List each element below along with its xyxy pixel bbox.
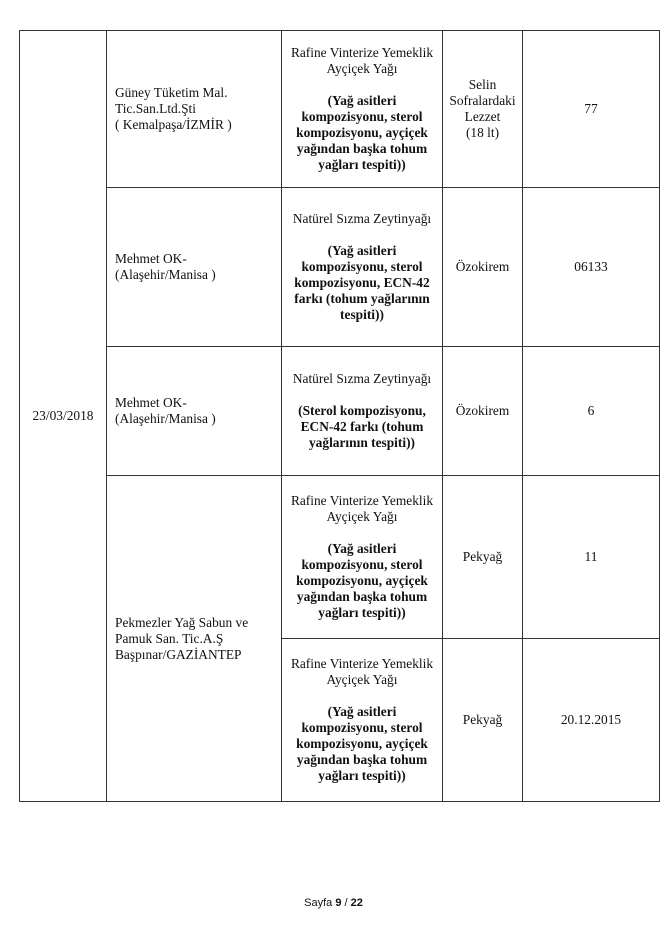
firm-line: Pekmezler Yağ Sabun ve [115, 614, 249, 630]
product-line: Natürel Sızma Zeytinyağı [292, 371, 432, 386]
test-line: kompozisyonu, sterol [301, 109, 423, 124]
results-table [19, 30, 660, 802]
firm-cell [107, 188, 282, 347]
product-cell [282, 476, 443, 639]
test-line: (Yağ asitleri [327, 541, 397, 556]
firm-line: Pamuk San. Tic.A.Ş [115, 630, 224, 646]
product-line: Ayçiçek Yağı [326, 672, 398, 687]
test-line: (Yağ asitleri [327, 93, 397, 108]
brand-cell [443, 31, 523, 188]
product-line: Rafine Vinterize Yemeklik [290, 45, 434, 60]
current-page: 9 [335, 897, 342, 909]
brand-cell [443, 347, 523, 476]
lot-number: 06133 [574, 259, 608, 274]
firm-line: (Alaşehir/Manisa ) [115, 267, 216, 282]
table-row [20, 476, 660, 639]
product-cell [282, 347, 443, 476]
brand-line: Pekyağ [462, 549, 503, 564]
product-name [286, 371, 438, 387]
test-line: kompozisyonu, sterol [301, 557, 423, 572]
firm-line: ( Kemalpaşa/İZMİR ) [115, 117, 232, 132]
date-cell [20, 31, 107, 802]
brand-line: Özokirem [455, 259, 510, 274]
test-line: yağları tespiti)) [318, 157, 406, 172]
firm-line: (Alaşehir/Manisa ) [115, 411, 216, 426]
table-row [20, 188, 660, 347]
brand-line: Pekyağ [462, 712, 503, 727]
firm-line: Mehmet OK- [115, 395, 187, 410]
test-description [286, 704, 438, 784]
total-pages: 22 [350, 897, 363, 909]
lot-cell [523, 476, 660, 639]
brand-line: Sofralardaki [449, 93, 516, 108]
product-name [286, 656, 438, 688]
test-line: farkı (tohum yağlarının [294, 291, 430, 306]
product-name [286, 211, 438, 227]
test-line: kompozisyonu, ayçiçek [296, 573, 428, 588]
test-line: ECN-42 farkı (tohum [300, 419, 424, 434]
lot-cell [523, 347, 660, 476]
test-line: (Sterol kompozisyonu, [298, 403, 426, 418]
lot-number: 20.12.2015 [560, 712, 622, 727]
test-line: kompozisyonu, sterol [301, 720, 423, 735]
brand-cell [443, 639, 523, 802]
table-row [20, 31, 660, 188]
product-cell [282, 31, 443, 188]
table-row [20, 347, 660, 476]
brand-line: Özokirem [455, 403, 510, 418]
product-line: Natürel Sızma Zeytinyağı [292, 211, 432, 226]
test-description [286, 243, 438, 323]
page-separator: / [344, 897, 348, 909]
test-line: kompozisyonu, sterol [301, 259, 423, 274]
brand-line: Selin [468, 77, 497, 92]
lot-number: 77 [584, 101, 598, 116]
test-line: kompozisyonu, ayçiçek [296, 125, 428, 140]
test-line: yağından başka tohum [296, 752, 428, 767]
product-name [286, 493, 438, 525]
product-line: Rafine Vinterize Yemeklik [290, 493, 434, 508]
brand-line: Lezzet [464, 109, 501, 124]
page-label: Sayfa [304, 897, 333, 909]
firm-line: Başpınar/GAZİANTEP [115, 646, 242, 662]
test-line: yağları tespiti)) [318, 605, 406, 620]
lot-cell [523, 639, 660, 802]
test-line: yağlarının tespiti)) [308, 435, 415, 450]
product-name [286, 45, 438, 77]
test-description [286, 541, 438, 621]
firm-line: Tic.San.Ltd.Şti [115, 101, 196, 116]
firm-cell [107, 347, 282, 476]
test-description [286, 403, 438, 451]
brand-cell [443, 188, 523, 347]
product-line: Ayçiçek Yağı [326, 509, 398, 524]
test-description [286, 93, 438, 173]
test-line: (Yağ asitleri [327, 243, 397, 258]
firm-cell [107, 31, 282, 188]
test-line: kompozisyonu, ayçiçek [296, 736, 428, 751]
product-cell [282, 639, 443, 802]
brand-cell [443, 476, 523, 639]
lot-cell [523, 31, 660, 188]
test-line: yağından başka tohum [296, 141, 428, 156]
lot-number: 11 [584, 549, 598, 564]
test-line: tespiti)) [340, 307, 384, 322]
firm-cell [107, 476, 282, 802]
test-line: kompozisyonu, ECN-42 [294, 275, 430, 290]
brand-line: (18 lt) [465, 125, 500, 140]
product-line: Rafine Vinterize Yemeklik [290, 656, 434, 671]
lot-number: 6 [587, 403, 595, 418]
test-line: (Yağ asitleri [327, 704, 397, 719]
test-line: yağından başka tohum [296, 589, 428, 604]
product-line: Ayçiçek Yağı [326, 61, 398, 76]
product-cell [282, 188, 443, 347]
date: 23/03/2018 [32, 408, 94, 423]
page-footer [0, 897, 667, 909]
lot-cell [523, 188, 660, 347]
test-line: yağları tespiti)) [318, 768, 406, 783]
firm-line: Güney Tüketim Mal. [115, 85, 228, 100]
firm-line: Mehmet OK- [115, 251, 187, 266]
